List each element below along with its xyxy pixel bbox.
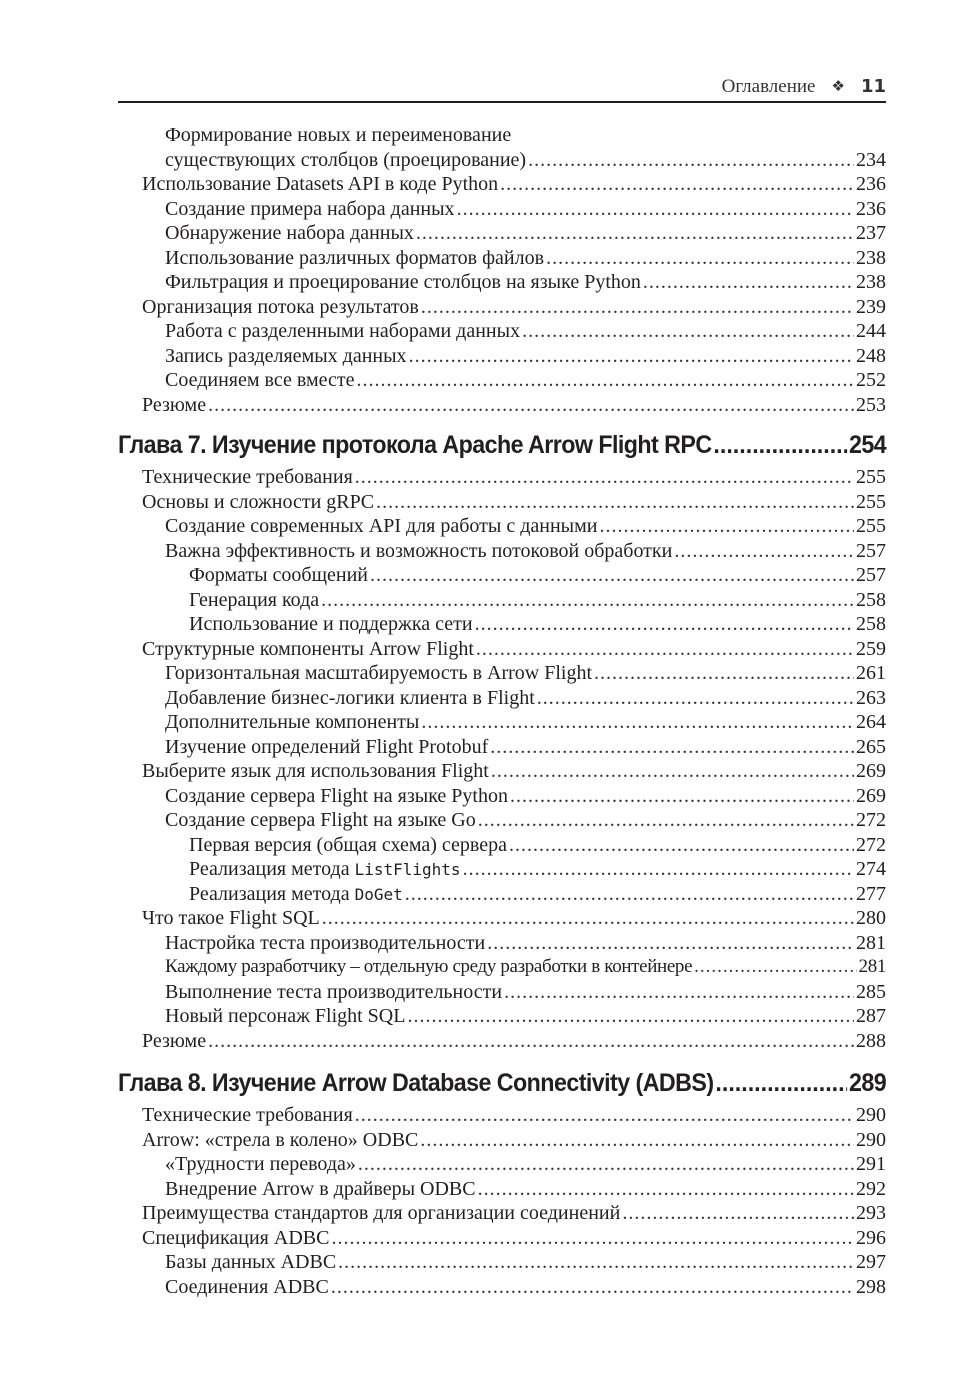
toc-entry-page: 236 bbox=[856, 197, 886, 220]
toc-entry-page: 274 bbox=[856, 858, 886, 880]
toc-entry[interactable] bbox=[118, 1226, 886, 1251]
toc-entry[interactable] bbox=[118, 612, 886, 637]
toc-entry-page: 264 bbox=[856, 711, 886, 733]
toc-entry-label: Использование и поддержка сети bbox=[189, 613, 473, 635]
dot-leader bbox=[358, 1152, 854, 1177]
toc-entry-page: 244 bbox=[856, 320, 886, 342]
dot-leader bbox=[643, 270, 854, 295]
toc-entry-page: 291 bbox=[856, 1153, 886, 1175]
dot-leader bbox=[338, 1250, 854, 1275]
toc-entry[interactable] bbox=[118, 539, 886, 564]
toc-entry-page: 261 bbox=[856, 662, 886, 684]
dot-leader bbox=[322, 906, 854, 931]
toc-entry-label: Дополнительные компоненты bbox=[165, 711, 420, 733]
toc-entry-label: Генерация кода bbox=[189, 588, 320, 611]
toc-entry[interactable] bbox=[118, 735, 886, 760]
dot-leader bbox=[321, 588, 854, 613]
page-number: 11 bbox=[860, 76, 886, 97]
chapter-7-heading-wrap bbox=[118, 430, 886, 460]
toc-entry-label: Фильтрация и проецирование столбцов на языке Python bbox=[165, 271, 641, 293]
toc-entry-page: 269 bbox=[856, 760, 886, 782]
toc-entry[interactable] bbox=[118, 882, 886, 907]
toc-entry[interactable] bbox=[118, 808, 886, 833]
dot-leader bbox=[421, 710, 854, 735]
toc-entry[interactable] bbox=[118, 148, 886, 173]
toc-entry[interactable] bbox=[118, 784, 886, 809]
dot-leader bbox=[409, 344, 854, 369]
toc-entry[interactable] bbox=[118, 514, 886, 539]
toc-entry-page: 253 bbox=[856, 393, 886, 416]
toc-entry-page: 269 bbox=[856, 784, 886, 807]
dot-leader bbox=[208, 1029, 854, 1054]
dot-leader bbox=[457, 197, 854, 222]
toc-entry-label: Технические требования bbox=[142, 1104, 353, 1126]
dot-leader bbox=[522, 319, 854, 344]
toc-entry-label: Создание примера набора данных bbox=[165, 197, 455, 220]
toc-entry-label: Новый персонаж Flight SQL bbox=[165, 1005, 406, 1027]
toc-entry-page: 285 bbox=[856, 980, 886, 1003]
toc-entry-page: 257 bbox=[856, 539, 886, 562]
dot-leader bbox=[331, 1275, 854, 1300]
toc-entry-label: Каждому разработчику – отдельную среду разработки в контейнере bbox=[165, 956, 693, 977]
toc-entry[interactable] bbox=[118, 246, 886, 271]
toc-entry-page: 277 bbox=[856, 882, 886, 905]
toc-entry-page: 248 bbox=[856, 344, 886, 367]
toc-entry[interactable] bbox=[118, 172, 886, 197]
toc-entry-label: Первая версия (общая схема) сервера bbox=[189, 833, 507, 856]
toc-entry-label: Создание современных API для работы с данными bbox=[165, 515, 598, 537]
toc-entry-label: Работа с разделенными наборами данных bbox=[165, 320, 521, 342]
toc-entry[interactable] bbox=[118, 197, 886, 222]
dot-leader bbox=[504, 980, 854, 1005]
dot-leader bbox=[594, 661, 854, 686]
chapter-title: Глава 8. Изучение Arrow Database Connectivity (ADBS) bbox=[118, 1069, 714, 1097]
toc-entry-label: Соединения ADBC bbox=[165, 1275, 329, 1298]
header-rule bbox=[118, 101, 886, 103]
toc-entry-page: 297 bbox=[856, 1251, 886, 1273]
dot-leader bbox=[355, 465, 854, 490]
dot-leader bbox=[509, 833, 854, 858]
chapter-page: 254 bbox=[849, 431, 887, 459]
chapter-heading[interactable] bbox=[118, 430, 886, 460]
toc-entry-page: 290 bbox=[856, 1128, 886, 1151]
toc-entry-label: Формирование новых и переименование bbox=[165, 124, 512, 146]
toc-entry-label: Соединяем все вместе bbox=[165, 369, 355, 391]
toc-entry-label: Использование Datasets API в коде Python bbox=[142, 173, 499, 195]
toc-entry[interactable] bbox=[118, 1177, 886, 1202]
dot-leader bbox=[500, 172, 854, 197]
toc-entry[interactable] bbox=[118, 123, 886, 148]
toc-entry[interactable] bbox=[118, 1128, 886, 1153]
toc-entry-page: 255 bbox=[856, 490, 886, 513]
toc-entry-page: 252 bbox=[856, 369, 886, 391]
dot-leader bbox=[376, 490, 854, 515]
toc-entry[interactable] bbox=[118, 1250, 886, 1275]
dot-leader bbox=[476, 637, 854, 662]
toc-entry[interactable] bbox=[118, 686, 886, 711]
toc-entry-code: ListFlights bbox=[354, 860, 461, 879]
toc-entry-page: 238 bbox=[856, 246, 886, 269]
toc-entry[interactable] bbox=[118, 465, 886, 490]
toc-entry-page: 255 bbox=[856, 466, 886, 488]
toc-entry-code: DoGet bbox=[354, 884, 403, 904]
dot-leader bbox=[355, 1103, 854, 1128]
chapter-heading[interactable] bbox=[118, 1068, 886, 1098]
toc-entry[interactable] bbox=[118, 637, 886, 662]
toc-entry-label: Обнаружение набора данных bbox=[165, 222, 414, 244]
toc-entry[interactable] bbox=[118, 661, 886, 686]
toc-entry[interactable] bbox=[118, 270, 886, 295]
toc-entry-label: Добавление бизнес-логики клиента в Flight bbox=[165, 686, 535, 709]
dot-leader bbox=[546, 246, 854, 271]
toc-entry[interactable] bbox=[118, 1004, 886, 1029]
toc-entry-page: 263 bbox=[856, 686, 886, 709]
toc-entry[interactable] bbox=[118, 295, 886, 320]
dot-leader bbox=[416, 221, 854, 246]
toc-entry-label: Реализация метода bbox=[189, 882, 350, 905]
toc-entry-label: Использование различных форматов файлов bbox=[165, 246, 545, 269]
toc-entry-page: 288 bbox=[856, 1029, 886, 1052]
toc-entry[interactable] bbox=[118, 857, 886, 882]
toc-entry-label: Создание сервера Flight на языке Python bbox=[165, 784, 508, 807]
toc-entry-page: 296 bbox=[856, 1226, 886, 1249]
toc-entry-page: 255 bbox=[856, 515, 886, 537]
toc-entry-page: 287 bbox=[856, 1005, 886, 1027]
toc-entry[interactable] bbox=[118, 563, 886, 588]
toc-entry[interactable] bbox=[118, 955, 886, 980]
toc-entry-label: Запись разделяемых данных bbox=[165, 344, 407, 367]
toc-entry-label: Настройка теста производительности bbox=[165, 931, 486, 954]
dot-leader bbox=[407, 1004, 854, 1029]
toc-entry-page: 281 bbox=[856, 931, 886, 954]
toc-entry[interactable] bbox=[118, 906, 886, 931]
dot-leader bbox=[528, 148, 854, 173]
dot-leader bbox=[487, 931, 854, 956]
toc-entry-page: 298 bbox=[856, 1275, 886, 1298]
toc-entry-page: 236 bbox=[856, 173, 886, 195]
dot-leader bbox=[370, 563, 854, 588]
dot-leader bbox=[208, 393, 854, 418]
toc-section-continued bbox=[118, 123, 886, 417]
toc-entry-page: 257 bbox=[856, 564, 886, 586]
toc-entry-label: Выполнение теста производительности bbox=[165, 980, 503, 1003]
toc-entry[interactable] bbox=[118, 588, 886, 613]
dot-leader bbox=[478, 808, 854, 833]
chapter-page: 289 bbox=[849, 1069, 887, 1097]
toc-entry-page: 272 bbox=[856, 809, 886, 831]
toc-entry-label: «Трудности перевода» bbox=[165, 1153, 356, 1175]
toc-entry-page: 259 bbox=[856, 637, 886, 660]
toc-entry[interactable] bbox=[118, 368, 886, 393]
toc-entry[interactable] bbox=[118, 1275, 886, 1300]
dot-leader bbox=[490, 735, 854, 760]
dot-leader bbox=[674, 539, 854, 564]
dot-leader bbox=[331, 1226, 854, 1251]
ornament-icon: ❖ bbox=[831, 77, 845, 95]
toc-entry-label: Спецификация ADBC bbox=[142, 1226, 330, 1249]
toc-entry-label: Изучение определений Flight Protobuf bbox=[165, 735, 489, 758]
toc-entry-page: 258 bbox=[856, 613, 886, 635]
chapter-8-heading-wrap bbox=[118, 1068, 886, 1098]
toc-entry[interactable] bbox=[118, 1103, 886, 1128]
toc-entry-page: 237 bbox=[856, 222, 886, 244]
toc-entry-page: 238 bbox=[856, 271, 886, 293]
toc-entry-label: Внедрение Arrow в драйверы ODBC bbox=[165, 1177, 476, 1200]
dot-leader bbox=[475, 612, 854, 637]
toc-entry-page: 265 bbox=[856, 735, 886, 758]
toc-entry-label: Важна эффективность и возможность потоковой обработки bbox=[165, 539, 673, 562]
toc-entry-label: Резюме bbox=[142, 393, 207, 416]
dot-leader bbox=[478, 1177, 854, 1202]
toc-entry[interactable] bbox=[118, 221, 886, 246]
toc-entry[interactable] bbox=[118, 319, 886, 344]
dot-leader bbox=[622, 1201, 854, 1226]
toc-entry-page: 290 bbox=[856, 1104, 886, 1126]
toc-entry-label: существующих столбцов (проецирование) bbox=[165, 148, 527, 171]
toc-entry-page: 292 bbox=[856, 1177, 886, 1200]
dot-leader bbox=[421, 295, 854, 320]
dot-leader bbox=[715, 1068, 847, 1098]
toc-entry-page: 272 bbox=[856, 833, 886, 856]
toc-entry[interactable] bbox=[118, 1152, 886, 1177]
toc-entry[interactable] bbox=[118, 490, 886, 515]
toc-entry-label: Резюме bbox=[142, 1029, 207, 1052]
toc-entry-label: Базы данных ADBC bbox=[165, 1251, 337, 1273]
running-head bbox=[118, 76, 886, 100]
toc-entry-label: Реализация метода bbox=[189, 858, 350, 880]
dot-leader bbox=[599, 514, 854, 539]
toc-entry[interactable] bbox=[118, 710, 886, 735]
toc-entry-label: Форматы сообщений bbox=[189, 564, 368, 586]
dot-leader bbox=[694, 955, 856, 980]
toc-entry[interactable] bbox=[118, 344, 886, 369]
dot-leader bbox=[510, 784, 854, 809]
toc-entry-page: 293 bbox=[856, 1202, 886, 1224]
toc-chapter-8 bbox=[118, 1103, 886, 1299]
toc-entry-label: Выберите язык для использования Flight bbox=[142, 760, 489, 782]
toc-entry[interactable] bbox=[118, 931, 886, 956]
toc-entry-page: 280 bbox=[856, 907, 886, 929]
toc-entry-page: 281 bbox=[858, 956, 886, 977]
running-head-title: Оглавление bbox=[721, 76, 816, 97]
toc-entry-page: 239 bbox=[856, 295, 886, 318]
dot-leader bbox=[537, 686, 854, 711]
toc-entry-label: Организация потока результатов bbox=[142, 295, 419, 318]
toc-entry[interactable] bbox=[118, 980, 886, 1005]
dot-leader bbox=[713, 430, 847, 460]
dot-leader bbox=[356, 368, 854, 393]
toc-entry[interactable] bbox=[118, 393, 886, 418]
toc-chapter-7 bbox=[118, 465, 886, 1053]
toc-entry-label: Что такое Flight SQL bbox=[142, 907, 320, 929]
dot-leader bbox=[405, 882, 854, 907]
toc-entry-label: Структурные компоненты Arrow Flight bbox=[142, 637, 474, 660]
toc-entry-page: 234 bbox=[856, 148, 886, 171]
toc-entry-label: Горизонтальная масштабируемость в Arrow Flight bbox=[165, 662, 593, 684]
toc-entry[interactable] bbox=[118, 833, 886, 858]
toc-entry[interactable] bbox=[118, 1201, 886, 1226]
toc-entry-label: Arrow: «стрела в колено» ODBC bbox=[142, 1128, 419, 1151]
toc-entry-label: Создание сервера Flight на языке Go bbox=[165, 809, 476, 831]
toc-entry-page: 258 bbox=[856, 588, 886, 611]
toc-entry-label: Технические требования bbox=[142, 466, 353, 488]
dot-leader bbox=[420, 1128, 854, 1153]
toc-entry[interactable] bbox=[118, 759, 886, 784]
toc-entry-label: Основы и сложности gRPC bbox=[142, 490, 375, 513]
dot-leader bbox=[491, 759, 854, 784]
chapter-title: Глава 7. Изучение протокола Apache Arrow Flight RPC bbox=[118, 431, 712, 459]
toc-entry-label: Преимущества стандартов для организации соединений bbox=[142, 1202, 621, 1224]
toc-entry[interactable] bbox=[118, 1029, 886, 1054]
dot-leader bbox=[463, 857, 854, 882]
